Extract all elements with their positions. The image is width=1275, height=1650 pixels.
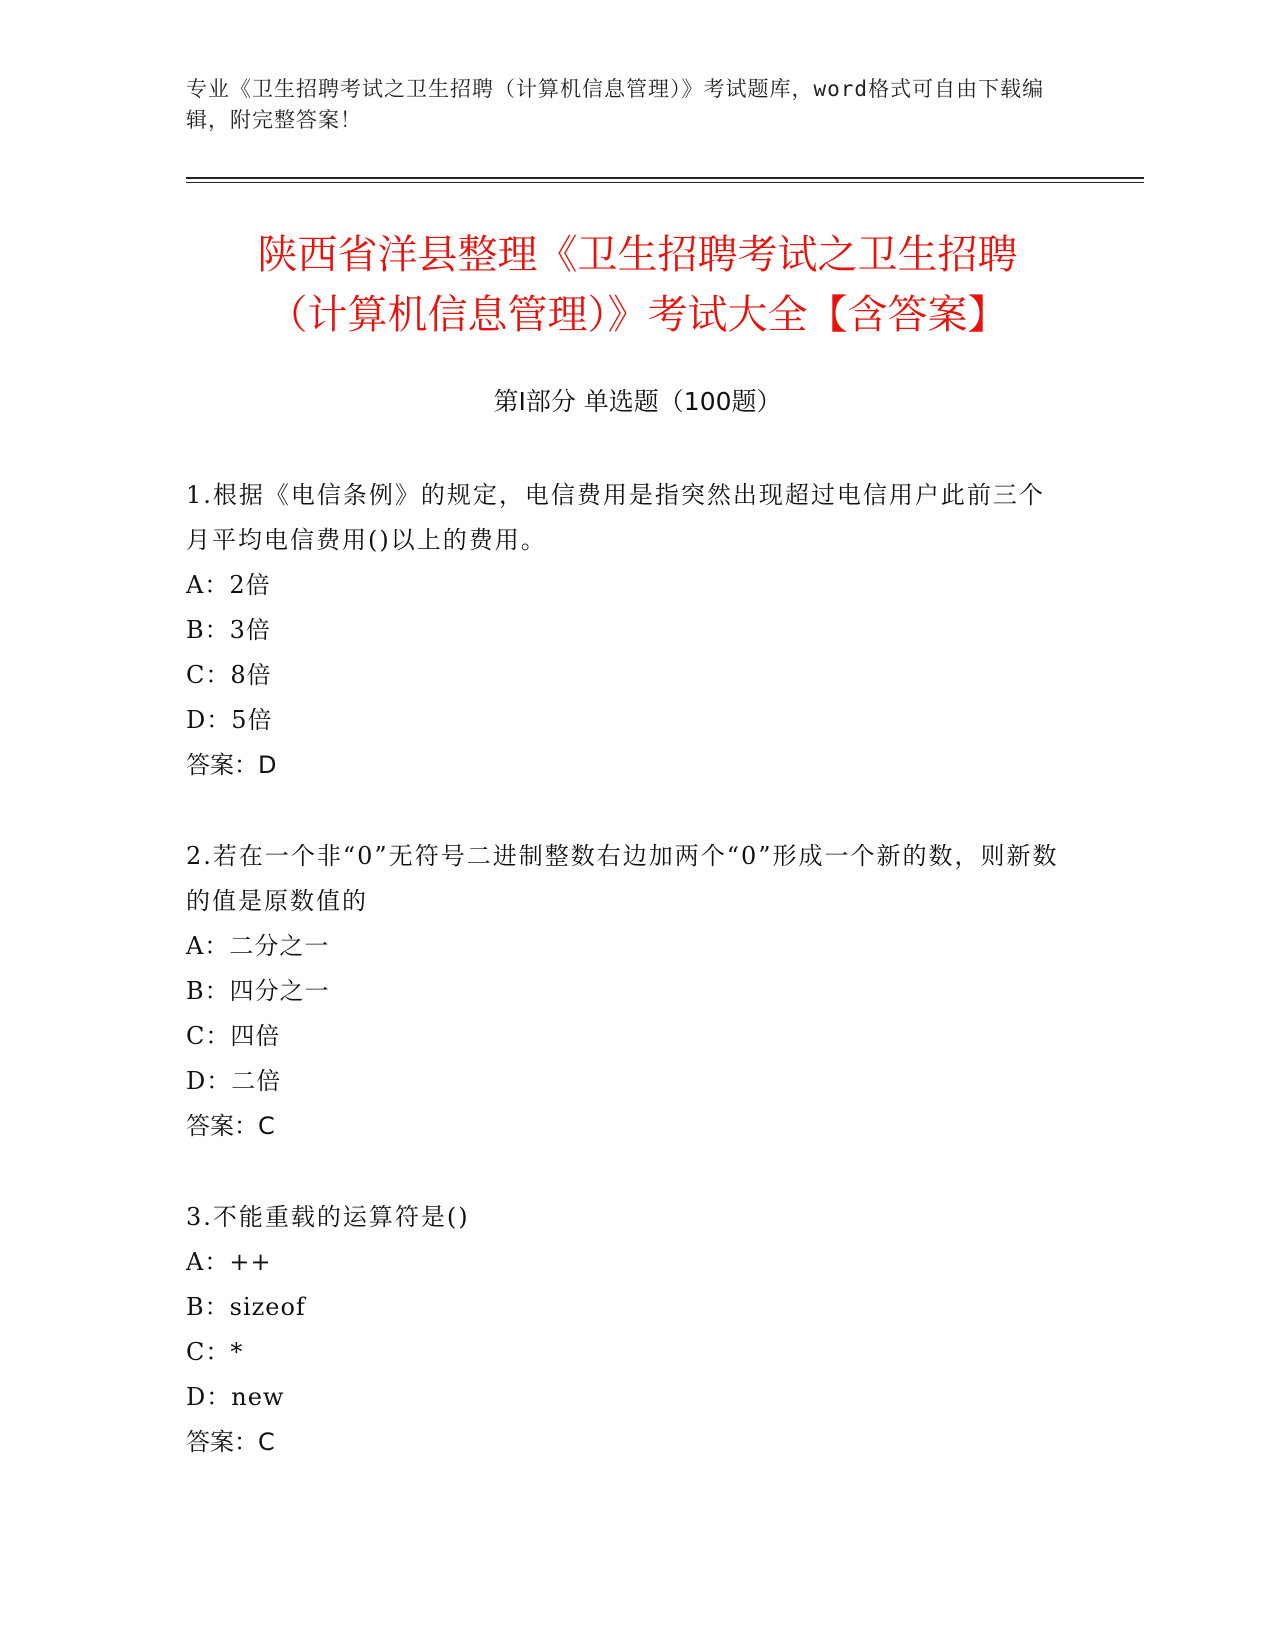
answer-line: 答案：D xyxy=(186,751,277,779)
option-b: B：四分之一 xyxy=(186,977,330,1005)
question-1 xyxy=(186,473,1066,788)
option-c: C：* xyxy=(186,1338,244,1366)
document-title-line-1: 陕西省洋县整理《卫生招聘考试之卫生招聘 xyxy=(257,232,1018,278)
question-text: 3.不能重载的运算符是() xyxy=(186,1203,470,1231)
question-text: 2.若在一个非“0”无符号二进制整数右边加两个“0”形成一个新的数，则新数的值是原数值的 xyxy=(186,842,1059,915)
section-heading: 第Ⅰ部分 单选题（100题） xyxy=(493,387,782,416)
option-b: B：3倍 xyxy=(186,616,271,644)
answer-line: 答案：C xyxy=(186,1428,275,1456)
option-a: A：2倍 xyxy=(186,571,271,599)
document-title xyxy=(140,225,1135,345)
option-c: C：四倍 xyxy=(186,1022,281,1050)
option-b: B：sizeof xyxy=(186,1293,306,1321)
question-2 xyxy=(186,834,1066,1149)
option-a: A：二分之一 xyxy=(186,932,330,960)
question-3 xyxy=(186,1195,1066,1465)
option-c: C：8倍 xyxy=(186,661,272,689)
header-divider-thick xyxy=(186,177,1144,179)
answer-line: 答案：C xyxy=(186,1112,275,1140)
option-a: A：++ xyxy=(186,1248,272,1276)
option-d: D：5倍 xyxy=(186,706,273,734)
header-note: 专业《卫生招聘考试之卫生招聘（计算机信息管理）》考试题库，word格式可自由下载编辑，附完整答案！ xyxy=(186,77,1045,132)
question-text: 1.根据《电信条例》的规定，电信费用是指突然出现超过电信用户此前三个月平均电信费用()以上的费用。 xyxy=(186,481,1045,554)
option-d: D：二倍 xyxy=(186,1067,282,1095)
option-d: D：new xyxy=(186,1383,285,1411)
header-divider-thin xyxy=(186,182,1144,183)
document-title-line-2: （计算机信息管理）》考试大全【含答案】 xyxy=(267,292,1008,338)
